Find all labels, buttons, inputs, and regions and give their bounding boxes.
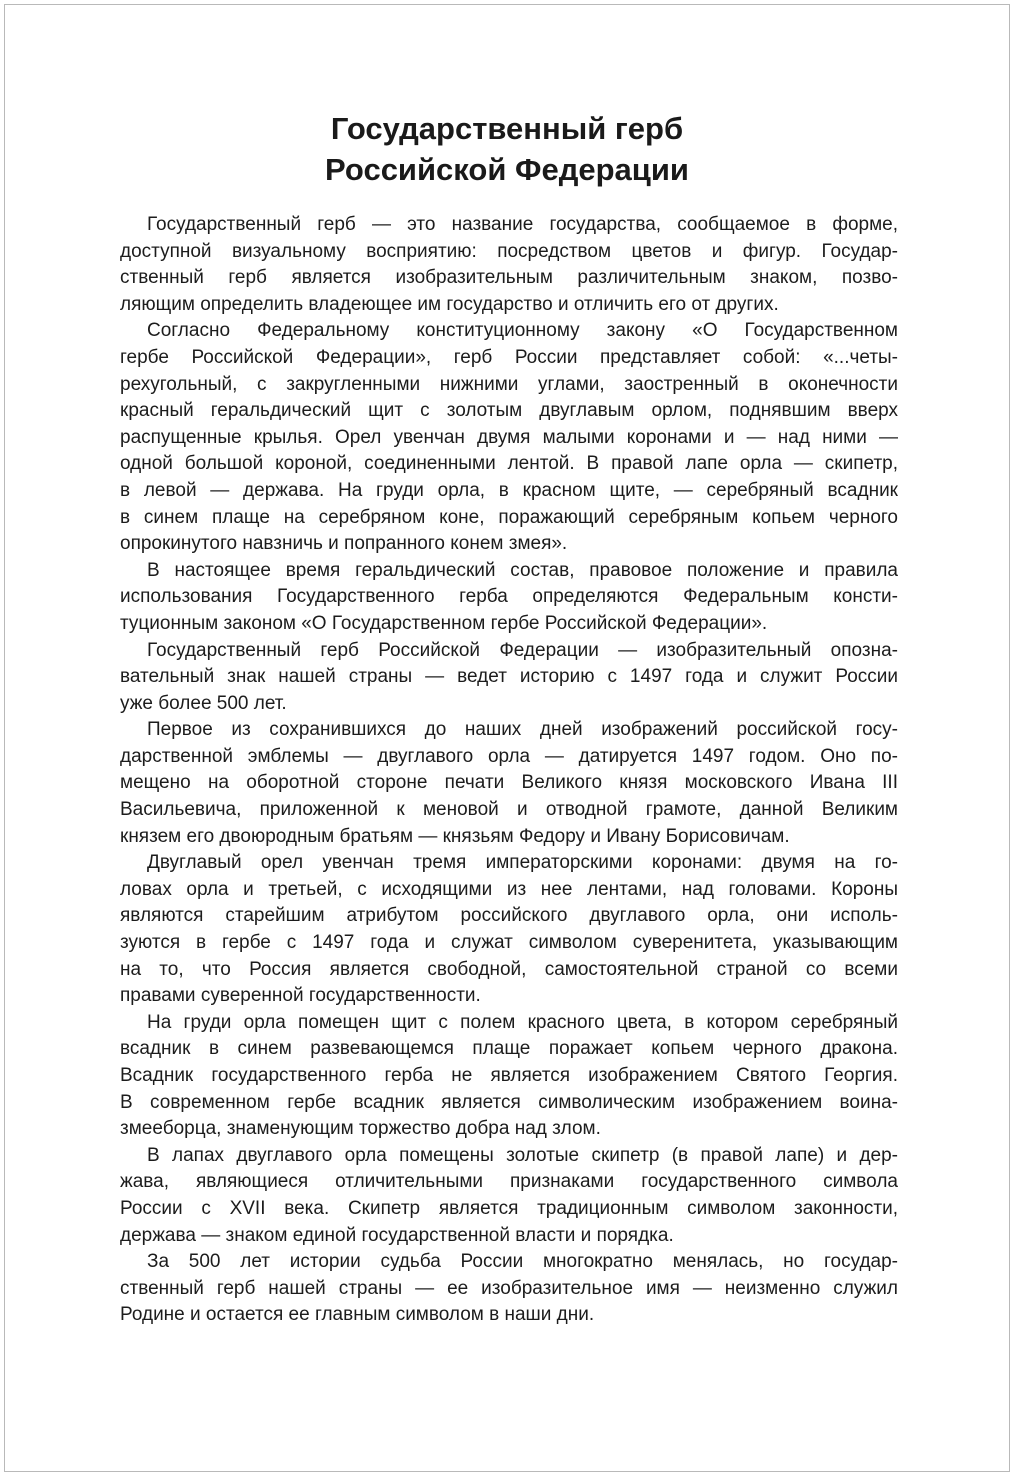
paragraph-line: змееборца, знаменующим торжество добра над злом. (120, 1118, 601, 1140)
paragraph (120, 212, 898, 318)
paragraph-line: ственный герб нашей страны — ее изобразительное имя — неизменно служил (120, 1277, 898, 1299)
paragraph-line: доступной визуальному восприятию: посредством цветов и фигур. Государ- (120, 240, 898, 262)
paragraph (120, 318, 898, 557)
paragraph (120, 638, 898, 718)
paragraph (120, 1143, 898, 1249)
paragraph-line: являются старейшим атрибутом российского двуглавого орла, они исполь- (120, 905, 898, 927)
paragraph-line: Согласно Федеральному конституционному закону «О Государственном (147, 320, 898, 342)
paragraph-line: В настоящее время геральдический состав, правовое положение и правила (147, 559, 898, 581)
paragraph-line: В лапах двуглавого орла помещены золотые скипетр (в правой лапе) и дер- (147, 1144, 898, 1166)
page-title-line-2: Российской Федерации (325, 152, 689, 187)
paragraph-line: В современном гербе всадник является символическим изображением воина- (120, 1091, 898, 1113)
paragraph-line: в синем плаще на серебряном коне, поражающий серебряным копьем черного (120, 506, 898, 528)
paragraph-line: ляющим определить владеющее им государство и отличить его от других. (120, 293, 779, 315)
paragraph-line: держава — знаком единой государственной власти и порядка. (120, 1224, 674, 1246)
paragraph-line: За 500 лет истории судьба России многократно менялась, но государ- (147, 1251, 898, 1273)
paragraph (120, 850, 898, 1010)
paragraph-line: Государственный герб Российской Федерации — изобразительный опозна- (147, 639, 898, 661)
paragraph-line: Родине и остается ее главным символом в наши дни. (120, 1304, 595, 1326)
page-title-line-1: Государственный герб (330, 111, 684, 146)
paragraph (120, 1010, 898, 1143)
paragraph (120, 1249, 898, 1329)
paragraph-line: опрокинутого навзничь и попранного конем змея». (120, 533, 568, 555)
paragraph-line: распущенные крылья. Орел увенчан двумя малыми коронами и — над ними — (120, 426, 898, 448)
paragraph (120, 717, 898, 850)
paragraph-line: князем его двоюродным братьям — князьям Федору и Ивану Борисовичам. (120, 825, 790, 847)
paragraph-line: рехугольный, с закругленными нижними углами, заостренный в оконечности (120, 373, 898, 395)
paragraph-line: туционным законом «О Государственном гербе Российской Федерации». (120, 612, 768, 634)
paragraph-line: жава, являющиеся отличительными признаками государственного символа (120, 1171, 898, 1193)
paragraph-line: На груди орла помещен щит с полем красного цвета, в котором серебряный (147, 1011, 898, 1033)
paragraph-line: Васильевича, приложенной к меновой и отводной грамоте, данной Великим (120, 799, 898, 821)
paragraph-line: Всадник государственного герба не является изображением Святого Георгия. (120, 1065, 898, 1086)
paragraph-line: уже более 500 лет. (120, 692, 287, 714)
paragraph-line: всадник в синем развевающемся плаще поражает копьем черного дракона. (120, 1038, 898, 1060)
paragraph-line: Государственный герб — это название государства, сообщаемое в форме, (147, 214, 898, 235)
paragraph-line: одной большой короной, соединенными лентой. В правой лапе орла — скипетр, (120, 453, 898, 475)
paragraph-line: России с XVII века. Скипетр является традиционным символом законности, (120, 1197, 898, 1219)
paragraph-line: в левой — держава. На груди орла, в красном щите, — серебряный всадник (120, 479, 898, 501)
paragraph-line: гербе Российской Федерации», герб России представляет собой: «...четы- (120, 346, 898, 368)
paragraph-line: зуются в гербе с 1497 года и служат символом суверенитета, указывающим (120, 932, 898, 954)
paragraph-line: вательный знак нашей страны — ведет историю с 1497 года и служит России (120, 666, 898, 688)
paragraph-line: дарственной эмблемы — двуглавого орла — датируется 1497 годом. Оно по- (120, 745, 898, 767)
paragraph-line: ловах орла и третьей, с исходящими из нее лентами, над головами. Короны (120, 878, 898, 900)
paragraph-line: на то, что Россия является свободной, самостоятельной страной со всеми (120, 958, 898, 980)
paragraph-line: мещено на оборотной стороне печати Великого князя московского Ивана III (120, 772, 898, 794)
body-text (120, 212, 898, 1329)
paragraph (120, 558, 898, 638)
paragraph-line: использования Государственного герба определяются Федеральным консти- (120, 586, 898, 608)
paragraph-line: Двуглавый орел увенчан тремя императорскими коронами: двумя на го- (147, 852, 898, 874)
paragraph-line: Первое из сохранившихся до наших дней изображений российской госу- (147, 719, 898, 741)
paragraph-line: ственный герб является изобразительным различительным знаком, позво- (120, 267, 898, 289)
page-title (0, 108, 1014, 190)
paragraph-line: красный геральдический щит с золотым двуглавым орлом, поднявшим вверх (120, 400, 898, 422)
paragraph-line: правами суверенной государственности. (120, 985, 481, 1007)
